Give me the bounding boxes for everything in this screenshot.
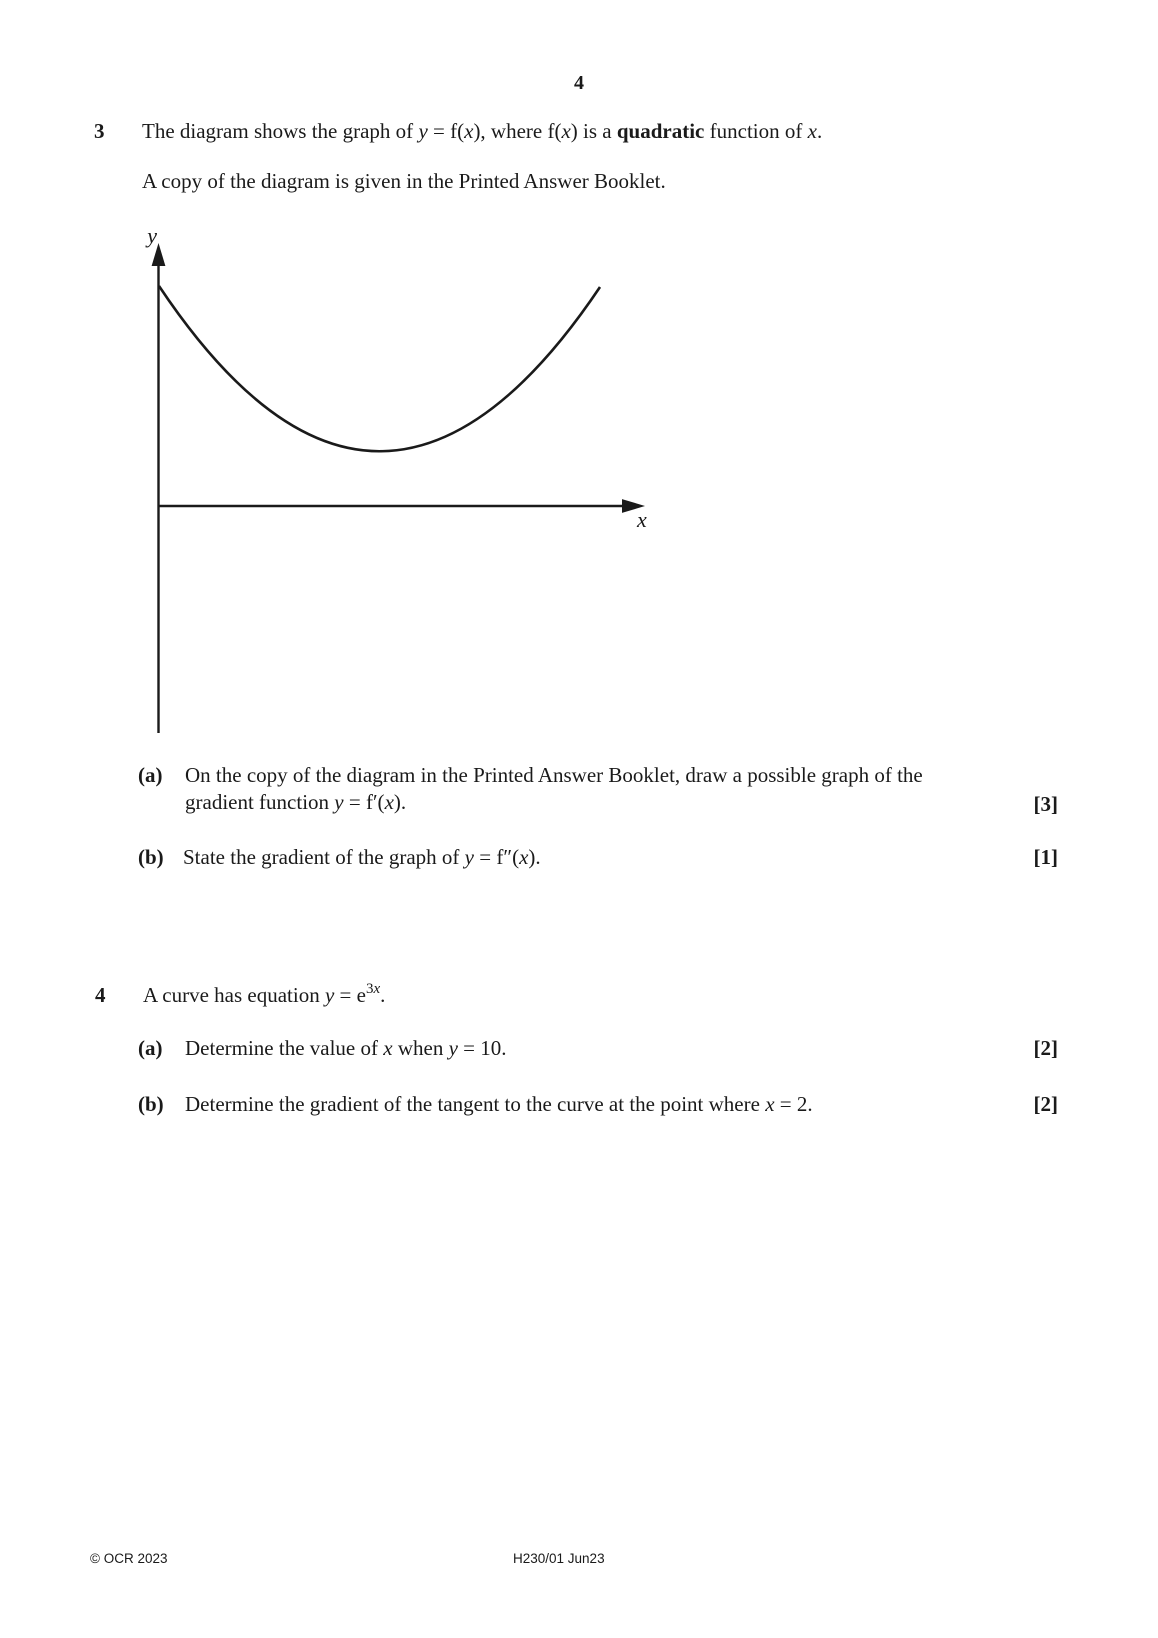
q3a-label: (a) [138, 763, 163, 787]
footer-doc-code: H230/01 Jun23 [513, 1551, 605, 1566]
q4b-label: (b) [138, 1092, 164, 1116]
graph-figure [90, 200, 690, 760]
q4a-mark: [2] [1033, 1036, 1058, 1060]
q3b-text: State the gradient of the graph of y = f″(x). [183, 845, 541, 869]
q3b-mark: [1] [1033, 845, 1058, 869]
q3a-text-line2: gradient function y = f′(x). [185, 790, 407, 814]
q4a-text: Determine the value of x when y = 10. [185, 1036, 507, 1060]
q4b-text: Determine the gradient of the tangent to the curve at the point where x = 2. [185, 1092, 813, 1116]
q3a-text-line1: On the copy of the diagram in the Printed Answer Booklet, draw a possible graph of the [185, 763, 923, 787]
y-axis-label: y [147, 223, 157, 248]
x-axis-label: x [637, 507, 647, 532]
q4a-label: (a) [138, 1036, 163, 1060]
q3a-mark: [3] [1033, 792, 1058, 816]
question-4-intro: A curve has equation $y = e^{3x}$. [143, 981, 386, 1007]
question-4-number: 4 [95, 983, 106, 1007]
question-3-intro: The diagram shows the graph of y = f(x), where f(x) is a quadratic function of x. [142, 119, 823, 143]
question-3-number: 3 [94, 119, 105, 143]
q3b-label: (b) [138, 845, 164, 869]
quadratic-curve [159, 286, 600, 451]
page-number: 4 [574, 72, 584, 94]
question-3-copy-note: A copy of the diagram is given in the Printed Answer Booklet. [142, 169, 666, 193]
footer-copyright: © OCR 2023 [90, 1551, 168, 1566]
q4b-mark: [2] [1033, 1092, 1058, 1116]
